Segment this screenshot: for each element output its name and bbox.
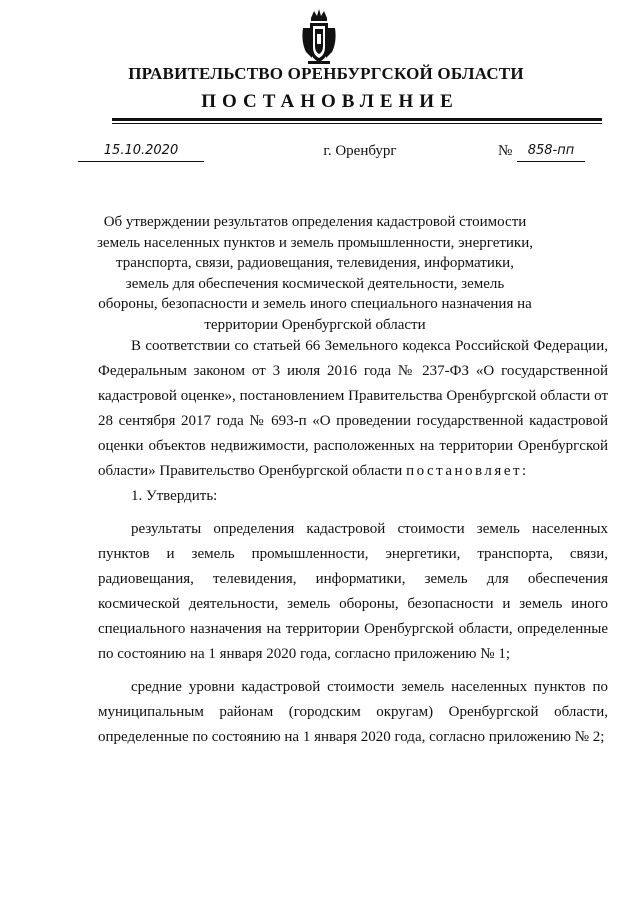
document-number: 858-пп <box>527 143 575 158</box>
intro-verb: постановляет: <box>406 463 529 479</box>
document-date: 15.10.2020 <box>103 143 179 158</box>
document-subject: Об утверждении результатов определения кадастровой стоимости земель населенных пунктов и земель промышленности, энергетики, транспорта, связи, радиовещания, телевидения, информатики, земель для обеспечения космической деятельности, земель обороны, безопасности и земель иного специального назначения на территории Оренбургской области <box>97 214 533 333</box>
document-number-label: № <box>498 143 513 159</box>
intro-text: В соответствии со статьей 66 Земельного кодекса Российской Федерации, Федеральным законом от 3 июля 2016 года № 237-ФЗ «О государственной кадастровой оценке», постановлением Правительства Оренбургской области от 28 сентября 2017 года № 693-п «О проведении государственной кадастровой оценки объектов недвижимости, расположенных на территории Оренбургской области» Правительство Оренбургской области <box>98 338 608 479</box>
coat-of-arms-icon <box>300 8 338 66</box>
date-underline <box>78 161 204 162</box>
document-body <box>98 334 608 750</box>
header-rule-thick <box>112 118 602 121</box>
item-1: 1. Утвердить: <box>131 488 218 504</box>
results-paragraph: результаты определения кадастровой стоимости земель населенных пунктов и земель промышленности, энергетики, транспорта, связи, радиовещания, телевидения, информатики, земель для обеспечения космической деятельности, земель обороны, безопасности и земель иного специального назначения на территории Оренбургской области, определенные по состоянию на 1 января 2020 года, согласно приложению № 1; <box>98 521 608 662</box>
document-type: ПОСТАНОВЛЕНИЕ <box>201 91 459 112</box>
intro-paragraph <box>98 334 608 484</box>
number-underline <box>517 161 585 162</box>
document-city: г. Оренбург <box>323 143 397 159</box>
averages-paragraph: средние уровни кадастровой стоимости земель населенных пунктов по муниципальным районам (городским округам) Оренбургской области, определенные по состоянию на 1 января 2020 года, согласно приложению № 2; <box>98 679 608 745</box>
government-name: ПРАВИТЕЛЬСТВО ОРЕНБУРГСКОЙ ОБЛАСТИ <box>128 64 524 83</box>
header-rule-thin <box>112 123 602 124</box>
